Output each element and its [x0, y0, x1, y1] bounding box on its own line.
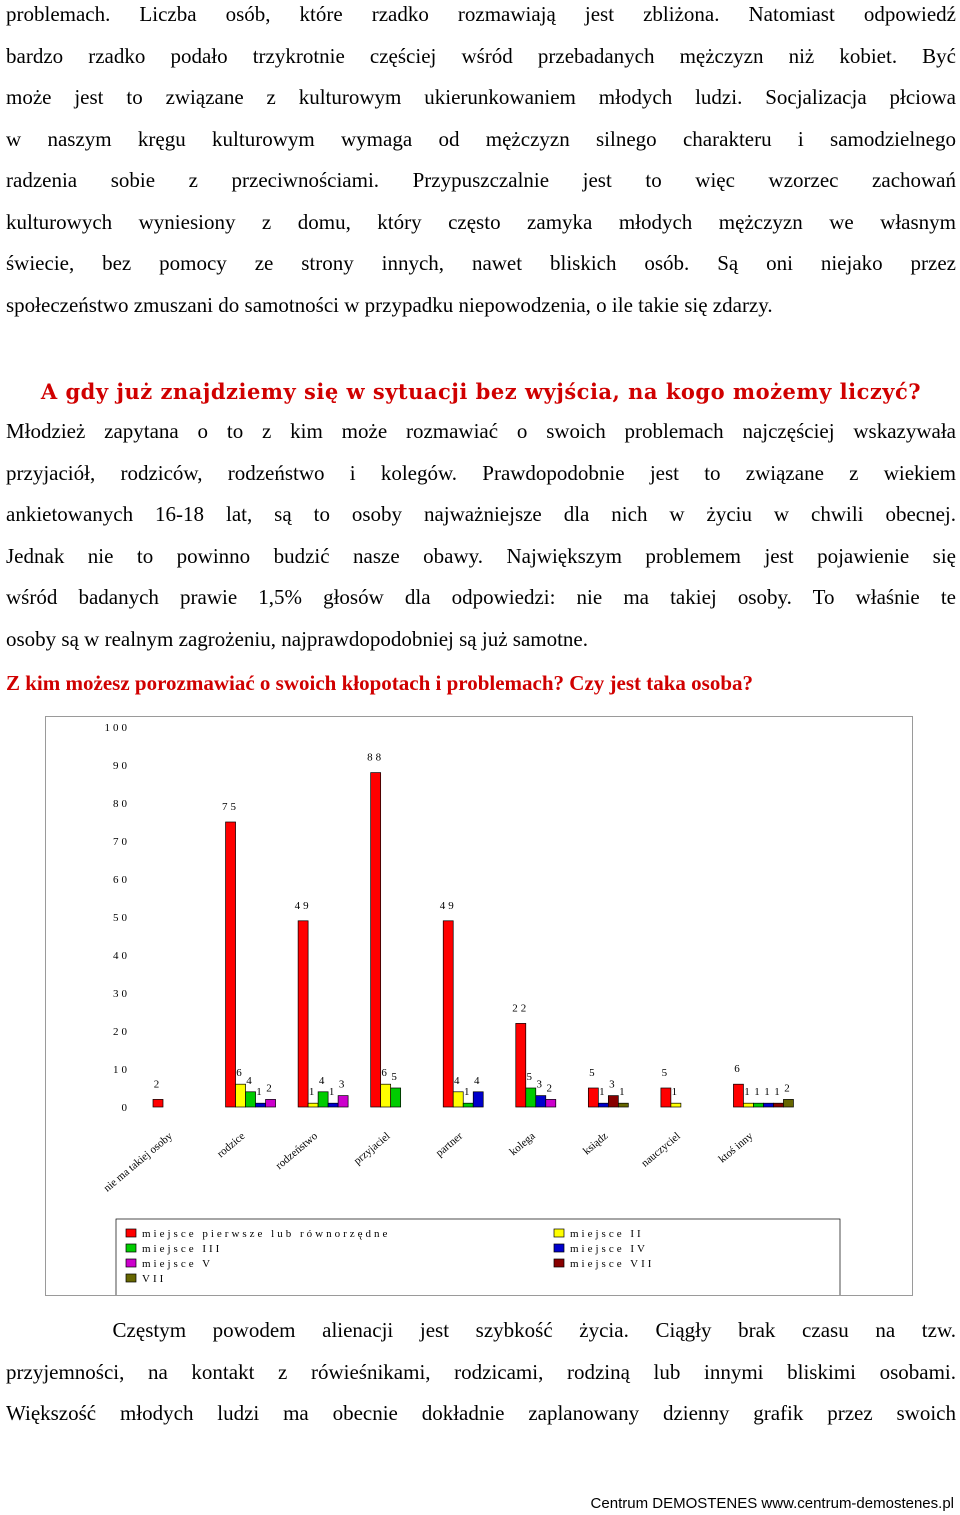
text-line: problemach. Liczba osób, które rzadko rozmawiają jest zbliżona. Natomiast odpowiedź [6, 2, 956, 26]
x-tick-label: ktoś inny [716, 1130, 756, 1166]
y-tick-label: 0 [121, 1102, 130, 1114]
y-tick-label: 50 [113, 912, 130, 924]
bar [443, 921, 453, 1107]
text-line: radzenia sobie z przeciwnościami. Przypuszczalnie jest to więc wzorzec zachowań [6, 168, 956, 192]
y-tick-label: 90 [113, 760, 130, 772]
y-tick-label: 60 [113, 874, 130, 886]
chart-frame [45, 716, 913, 1296]
bar [546, 1099, 556, 1107]
bar [246, 1092, 256, 1107]
text-line: bardzo rzadko podało trzykrotnie częściej wśród przebadanych mężczyzn niż kobiet. Być [6, 43, 956, 68]
x-tick-label: rodzice [214, 1130, 248, 1161]
data-label: 5 [391, 1071, 400, 1083]
y-tick-label: 30 [113, 988, 130, 1000]
data-label: 5 [589, 1067, 598, 1079]
bar [588, 1088, 598, 1107]
data-label: 5 [661, 1067, 671, 1079]
legend-label: miejsce V [142, 1258, 214, 1270]
paragraph-3 [6, 1310, 956, 1435]
bar [463, 1103, 473, 1107]
bar [298, 921, 308, 1107]
data-label: 2 [266, 1082, 275, 1095]
y-tick-label: 80 [113, 798, 130, 810]
data-label: 6 [734, 1063, 743, 1076]
text-line: w naszym kręgu kulturowym wymaga od mężczyzn silnego charakteru i samodzielnego [6, 126, 956, 151]
bar [536, 1096, 546, 1107]
text-line: może jest to związane z kulturowym ukierunkowaniem młodych ludzi. Socjalizacja płciowa [6, 85, 956, 109]
bar [763, 1103, 773, 1107]
data-label: 1 [463, 1086, 473, 1099]
data-label: 1 [599, 1086, 608, 1099]
data-label: 4 [473, 1074, 483, 1087]
paragraph-1 [6, 0, 956, 326]
bar [773, 1103, 783, 1107]
chart-question-title: Z kim możesz porozmawiać o swoich kłopotach i problemach? Czy jest taka osoba? [6, 671, 754, 695]
data-label: 4 [318, 1074, 328, 1087]
y-tick-label: 20 [113, 1026, 130, 1038]
text-line: społeczeństwo zmuszani do samotności w przypadku niepowodzenia, o ile takie się zdarzy. [6, 292, 773, 317]
data-label: 1 [671, 1086, 681, 1099]
bar [391, 1088, 401, 1107]
legend-label: miejsce IV [570, 1243, 648, 1255]
legend-label: miejsce VII [570, 1258, 655, 1270]
legend-swatch [126, 1259, 136, 1267]
data-label: 75 [222, 801, 240, 813]
bar [473, 1092, 483, 1107]
text-line: przyjemności, na kontakt z rówieśnikami, rodzicami, rodziną lub innymi bliskimi osobami. [6, 1359, 956, 1384]
bar [753, 1103, 763, 1107]
data-label: 5 [526, 1071, 536, 1083]
x-tick-label: partner [433, 1130, 466, 1160]
text-line: świecie, bez pomocy ze strony innych, nawet bliskich osób. Są oni niejako przez [6, 251, 956, 275]
bar [618, 1103, 628, 1107]
data-label: 1 [256, 1086, 265, 1099]
bar [266, 1099, 276, 1107]
legend-swatch [554, 1244, 564, 1252]
data-label: 49 [294, 899, 312, 912]
bar [226, 822, 236, 1107]
data-label: 3 [338, 1078, 348, 1091]
bar [318, 1092, 328, 1107]
data-label: 1 [328, 1086, 338, 1099]
footer-credit: Centrum DEMOSTENES www.centrum-demostenes.pl [590, 1495, 954, 1512]
legend-swatch [554, 1259, 564, 1267]
data-label: 88 [367, 751, 385, 764]
data-label: 3 [536, 1078, 546, 1091]
text-line: Częstym powodem alienacji jest szybkość życia. Ciągły brak czasu na tzw. [6, 1318, 956, 1342]
y-tick-label: 100 [104, 722, 130, 734]
bar [671, 1103, 681, 1107]
x-tick-label: kolega [507, 1130, 538, 1159]
bar [453, 1092, 463, 1107]
legend-swatch [126, 1244, 136, 1252]
data-label: 1 [619, 1086, 628, 1099]
text-line: wśród badanych prawie 1,5% głosów dla odpowiedzi: nie ma takiej osoby. To właśnie te [6, 585, 956, 609]
data-label: 2 [546, 1082, 556, 1095]
text-line: Większość młodych ludzi ma obecnie dokładnie zaplanowany dzienny grafik przez swoich [6, 1401, 956, 1425]
bar [783, 1099, 793, 1107]
data-label: 4 [246, 1074, 255, 1087]
data-label: 22 [512, 1002, 530, 1015]
text-line: przyjaciół, rodziców, rodzeństwo i kolegów. Prawdopodobnie jest to związane z wiekiem [6, 460, 956, 485]
bar [598, 1103, 608, 1107]
legend-swatch [126, 1274, 136, 1282]
data-label: 2 [784, 1082, 793, 1095]
x-tick-label: rodzeństwo [273, 1130, 321, 1172]
x-tick-label: nauczyciel [639, 1130, 683, 1170]
legend-label: miejsce III [142, 1243, 223, 1255]
text-line: kulturowych wyniesiony z domu, który często zamyka młodych mężczyzn we własnym [6, 209, 956, 234]
bar [236, 1084, 246, 1107]
data-label: 6 [236, 1067, 245, 1080]
legend-label: miejsce pierwsze lub równorzędne [142, 1228, 391, 1240]
bar [526, 1088, 536, 1107]
bar [153, 1099, 163, 1107]
data-label: 6 [381, 1067, 390, 1080]
bar [308, 1103, 318, 1107]
bar [516, 1023, 526, 1107]
bar [733, 1084, 743, 1107]
data-label: 2 [153, 1078, 163, 1091]
paragraph-2 [6, 411, 956, 660]
legend-label: VII [142, 1273, 167, 1285]
bar [743, 1103, 753, 1107]
data-label: 1 [308, 1086, 318, 1099]
y-tick-label: 70 [113, 836, 130, 848]
bar [338, 1096, 348, 1107]
text-line: osoby są w realnym zagrożeniu, najprawdopodobniej są już samotne. [6, 626, 589, 651]
text-line: ankietowanych 16-18 lat, są to osoby najważniejsze dla nich w życiu w chwili obecnej. [6, 502, 956, 526]
text-line: Młodzież zapytana o to z kim może rozmawiać o swoich problemach najczęściej wskazywała [6, 419, 956, 443]
data-label: 49 [439, 899, 457, 912]
section-question: A gdy już znajdziemy się w sytuacji bez wyjścia, na kogo możemy liczyć? [40, 379, 922, 404]
x-tick-label: nie ma takiej osoby [101, 1130, 175, 1195]
data-label: 1 [774, 1086, 783, 1099]
legend-label: miejsce II [570, 1228, 644, 1240]
data-label: 3 [609, 1078, 618, 1091]
bar [381, 1084, 391, 1107]
bar [608, 1096, 618, 1107]
data-label: 1 [754, 1086, 763, 1099]
data-label: 1 [764, 1086, 773, 1099]
bar-chart [46, 717, 912, 1295]
bar [328, 1103, 338, 1107]
y-tick-label: 10 [113, 1064, 130, 1076]
data-label: 1 [744, 1086, 753, 1099]
bar [661, 1088, 671, 1107]
x-tick-label: przyjaciel [351, 1130, 393, 1168]
legend-swatch [126, 1229, 136, 1237]
bar [371, 773, 381, 1107]
data-label: 4 [453, 1074, 463, 1087]
x-tick-label: ksiądz [581, 1130, 611, 1158]
legend-swatch [554, 1229, 564, 1237]
y-tick-label: 40 [113, 950, 130, 962]
bar [256, 1103, 266, 1107]
text-line: Jednak nie to powinno budzić nasze obawy. Największym problemem jest pojawienie się [6, 543, 956, 568]
